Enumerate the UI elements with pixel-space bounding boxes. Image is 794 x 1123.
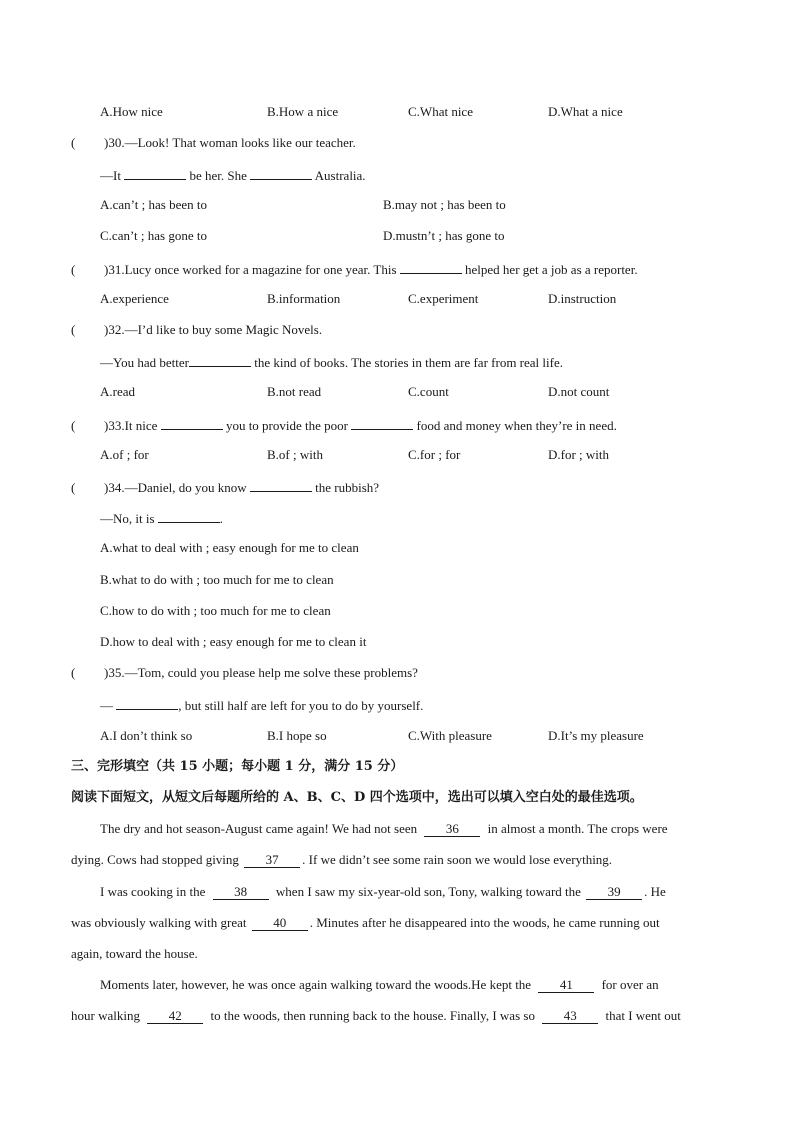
blank-41[interactable]: 41 — [538, 978, 594, 993]
blank[interactable] — [189, 353, 251, 367]
passage-line-5: again, toward the house. — [71, 946, 198, 961]
q34-option-a: A.what to deal with ; easy enough for me to clean — [100, 540, 359, 555]
q29-option-c: C.What nice — [408, 104, 473, 119]
q35-reply: — , but still half are left for you to do by yourself. — [100, 698, 424, 713]
q30-question: 30.—Look! That woman looks like our teacher. — [108, 135, 356, 150]
q30-stem — [71, 135, 356, 151]
q34-option-d: D.how to deal with ; easy enough for me to clean it — [100, 634, 367, 649]
q31-option-a: A.experience — [100, 291, 169, 306]
q29-option-b: B.How a nice — [267, 104, 339, 119]
q31-option-d: D.instruction — [548, 291, 617, 306]
answer-bracket[interactable]: ( — [71, 135, 76, 150]
blank[interactable] — [124, 166, 186, 180]
q33-option-b: B.of ; with — [267, 447, 323, 462]
q31-option-c: C.experiment — [408, 291, 479, 306]
passage-line-1: The dry and hot season-August came again! We had not seen 36 in almost a month. The crops were — [100, 821, 668, 836]
q30-option-c: C.can’t ; has gone to — [100, 228, 207, 243]
q33-option-d: D.for ; with — [548, 447, 610, 462]
q30-option-d: D.mustn’t ; has gone to — [383, 228, 505, 243]
blank-42[interactable]: 42 — [147, 1009, 203, 1024]
answer-bracket[interactable]: ( — [71, 322, 76, 337]
q30-option-b: B.may not ; has been to — [383, 197, 506, 212]
q33-option-c: C.for ; for — [408, 447, 461, 462]
answer-bracket[interactable]: ( — [71, 418, 76, 433]
q34-option-b: B.what to do with ; too much for me to clean — [100, 572, 334, 587]
blank-37[interactable]: 37 — [244, 853, 300, 868]
blank[interactable] — [250, 478, 312, 492]
blank[interactable] — [158, 509, 220, 523]
section-instruction: 阅读下面短文，从短文后每题所给的 A、B、C、D 四个选项中，选出可以填入空白处的最佳选项。 — [71, 790, 643, 805]
q32-option-a: A.read — [100, 384, 136, 399]
q35-option-b: B.I hope so — [267, 728, 327, 743]
q30-reply: —It be her. She Australia. — [100, 168, 366, 183]
answer-bracket[interactable]: ( — [71, 480, 76, 495]
blank[interactable] — [161, 416, 223, 430]
blank-38[interactable]: 38 — [213, 885, 269, 900]
q29-option-d: D.What a nice — [548, 104, 623, 119]
blank[interactable] — [351, 416, 413, 430]
q32-option-d: D.not count — [548, 384, 610, 399]
q33-stem: ( )33.It nice you to provide the poor food and money when they’re in need. — [71, 418, 617, 433]
blank-43[interactable]: 43 — [542, 1009, 598, 1024]
answer-bracket[interactable]: ( — [71, 262, 76, 277]
q29-option-a: A.How nice — [100, 104, 163, 119]
blank[interactable] — [116, 696, 178, 710]
passage-line-6: Moments later, however, he was once again walking toward the woods.He kept the 41 for over an — [100, 977, 659, 992]
q31-stem: ( )31.Lucy once worked for a magazine for one year. This helped her get a job as a reporter. — [71, 262, 638, 277]
blank-40[interactable]: 40 — [252, 916, 308, 931]
q32-option-c: C.count — [408, 384, 449, 399]
q35-stem: ( )35.—Tom, could you please help me solve these problems? — [71, 665, 418, 680]
q34-stem: ( )34.—Daniel, do you know the rubbish? — [71, 480, 380, 495]
answer-bracket[interactable]: ( — [71, 665, 76, 680]
q32-reply: —You had better the kind of books. The stories in them are far from real life. — [100, 355, 563, 370]
q34-reply: —No, it is . — [100, 511, 224, 526]
q35-option-a: A.I don’t think so — [100, 728, 193, 743]
q32-option-b: B.not read — [267, 384, 322, 399]
q32-stem: ( )32.—I’d like to buy some Magic Novels. — [71, 322, 323, 337]
q31-option-b: B.information — [267, 291, 341, 306]
blank-36[interactable]: 36 — [424, 822, 480, 837]
q33-option-a: A.of ; for — [100, 447, 149, 462]
blank-39[interactable]: 39 — [586, 885, 642, 900]
q30-option-a: A.can’t ; has been to — [100, 197, 207, 212]
blank[interactable] — [250, 166, 312, 180]
blank[interactable] — [400, 260, 462, 274]
q34-option-c: C.how to do with ; too much for me to clean — [100, 603, 331, 618]
passage-line-4: was obviously walking with great 40 . Minutes after he disappeared into the woods, he came running out — [71, 915, 660, 930]
q35-option-d: D.It’s my pleasure — [548, 728, 644, 743]
passage-line-3: I was cooking in the 38 when I saw my six-year-old son, Tony, walking toward the 39 . He — [100, 884, 666, 899]
passage-line-2: dying. Cows had stopped giving 37 . If we didn’t see some rain soon we would lose everything. — [71, 852, 613, 867]
bracket-close: ) — [104, 135, 109, 150]
section-title: 三、完形填空（共 15 小题；每小题 1 分，满分 15 分） — [71, 759, 404, 774]
q35-option-c: C.With pleasure — [408, 728, 492, 743]
passage-line-7: hour walking 42 to the woods, then running back to the house. Finally, I was so 43 that I went out — [71, 1008, 681, 1023]
